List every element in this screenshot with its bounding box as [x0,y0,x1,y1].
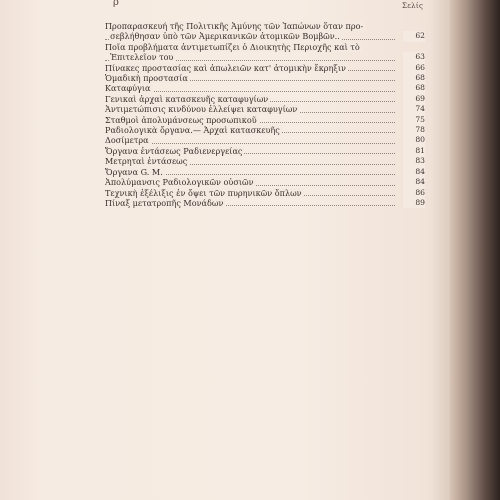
toc-entry-page: 75 [403,115,425,125]
toc-entry-title: Καταφύγια [105,83,151,94]
toc-entry [105,167,425,177]
toc-entry-page: 69 [403,94,425,104]
toc-entry [105,135,425,145]
toc-entry-page: 63 [403,52,425,62]
toc-entry-title: Μετρηταὶ ἐντάσεως [105,156,188,167]
toc-entry [105,52,425,62]
toc-entry [105,94,425,104]
toc-entry [105,63,425,73]
toc-entry-title: Γενικαὶ ἀρχαὶ κατασκευῆς καταφυγίων [105,93,269,104]
toc-entry-title: Τεχνικὴ ἐξέλιξις ἐν ὄψει τῶν πυρηνικῶν ὅπλων [105,187,302,198]
toc-entry-title: Ὄργανα G. M. [105,166,163,177]
toc-entry [105,125,425,135]
toc-entry [105,73,425,83]
toc-entry-page: 62 [403,31,425,41]
toc-entry-page: 84 [403,177,425,187]
toc-entry-title: Πίνακες προστασίας καὶ ἀπωλειῶν κατ' ἀτομικὴν ἔκρηξιν [105,62,346,73]
gutter-shadow [430,0,450,500]
toc-entry [105,83,425,93]
toc-entry-title: Ἐπιτελεῖον του [110,52,174,63]
book-gutter [450,0,500,500]
toc-entry [105,156,425,166]
toc-entry [105,177,425,187]
toc-entry-title: Ραδιολογικὰ ὄργανα.— Ἀρχαὶ κατασκευῆς [105,125,280,136]
toc-entry [105,146,425,156]
page-column-header: Σελίς [402,2,424,10]
toc-entry-page: 81 [403,146,425,156]
page-corner-mark: ρ [113,0,119,8]
toc-entry-page: 68 [403,73,425,83]
toc-entry [105,42,425,52]
toc-entry-title: Δοσίμετρα [105,135,149,146]
toc-entry-page: 78 [403,125,425,135]
toc-entry [105,188,425,198]
toc-entry-page: 84 [403,167,425,177]
toc-entry-page: 83 [403,156,425,166]
toc-entry-page: 86 [403,188,425,198]
toc-entry-title: Ποῖα προβλήματα ἀντιμετωπίζει ὁ Διοικητὴς Περιοχῆς καὶ τὸ [105,41,360,52]
toc-entry-title: Πίναξ μετατροπῆς Μονάδων [105,197,224,208]
toc-entry [105,198,425,208]
toc-entry-page: 68 [403,83,425,93]
toc-entry-title: σεβλήθησαν ὑπὸ τῶν Ἀμερικανικῶν ἀτομικῶν Βομβῶν.. [110,31,340,42]
toc-entry-title: Σταθμοὶ ἀπολυμάνσεως προσωπικοῦ [105,114,257,125]
toc-entry-page: 74 [403,104,425,114]
toc-entry-page: 80 [403,135,425,145]
toc-entry-title: Ἀντιμετώπισις κινδύνου ἐλλείψει καταφυγίων [105,104,298,115]
table-of-contents [105,21,425,208]
toc-entry-page: 89 [403,198,425,208]
toc-entry [105,104,425,114]
toc-entry-title: Ἀπολύμανσις Ραδιολογικῶν οὐσιῶν [105,177,254,188]
toc-entry [105,21,425,31]
toc-entry-title: Ὁμαδικὴ προστασία [105,73,188,84]
toc-entry [105,31,425,41]
toc-entry-title: Ὄργανα ἐντάσεως Ραδιενεργείας [105,145,243,156]
toc-entry-page: 66 [403,63,425,73]
toc-entry [105,115,425,125]
toc-entry-title: Προπαρασκευή τῆς Πολιτικῆς Ἀμύνης τῶν Ἰαπώνων ὅταν προ- [105,21,364,31]
